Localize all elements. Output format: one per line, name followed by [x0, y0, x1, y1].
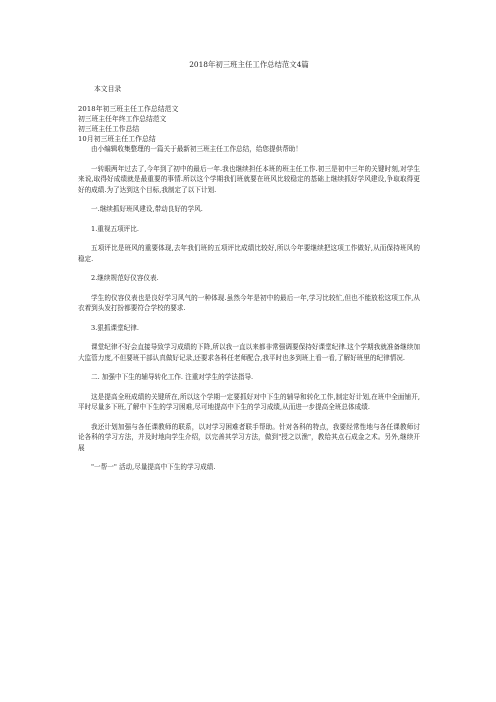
subsection-heading: 2.继续规范好仪容仪表.: [91, 274, 159, 282]
document-title: 2018年初三班主任工作总结范文4篇: [189, 60, 309, 69]
toc-item[interactable]: 2018年初三班主任工作总结范文: [78, 105, 179, 113]
section-heading: 二. 加强中下生的辅导转化工作. 注重对学生的学法指导.: [91, 373, 254, 381]
toc-item[interactable]: 10月初三班主任工作总结: [78, 135, 156, 143]
body-paragraph: 一转眼两年过去了,今年到了初中的最后一年.我也继续担任本班的班主任工作.初三是初中三年的关键时刻,对学生来说,取得好成绩就是最重要的事情.所以这个学期我们班就要在班风比较稳定的基础上继续抓好学风建设,争取取得更好的成绩.为了达到这个目标,我制定了以下计划.: [78, 164, 420, 194]
toc-heading: 本文目录: [94, 85, 122, 93]
toc-item[interactable]: 初三班主任工作总结: [78, 125, 140, 133]
body-paragraph: 学生的仪容仪表也是良好学习风气的一种体现.虽然今年是初中的最后一年,学习比较忙,但也不能放松这项工作,从衣着到头发打扮都要符合学校的要求.: [78, 293, 420, 312]
section-heading: 一.继续抓好班风建设,带动良好的学风.: [91, 205, 203, 213]
subsection-heading: 3.狠抓课堂纪律.: [91, 323, 139, 332]
table-of-contents: [78, 104, 420, 144]
subsection-heading: 1.重视五项评比.: [91, 224, 139, 233]
body-paragraph: 我还计划加强与各任课教师的联系，以对学习困难者联手帮助。针对各科的特点，我要经常性地与各任课教师讨论各科的学习方法，并及时地向学生介绍，以完善其学习方法，做到"授之以渔"，教给其点石成金之术。另外,继续开展: [78, 422, 420, 452]
intro-paragraph: 由小编辑收集整理的一篇关于最新初三班主任工作总结，给您提供帮助！: [91, 145, 302, 153]
body-paragraph: 五项评比是班风的重要体现,去年我们班的五项评比成绩比较好,所以今年要继续把这项工作做好,从而保持班风的稳定.: [78, 244, 420, 263]
toc-item[interactable]: 初三班主任年终工作总结范文: [78, 115, 167, 123]
body-paragraph: 这是提高全班成绩的关键所在,所以这个学期一定要抓好对中下生的辅导和转化工作,制定好计划,在班中全面铺开,平时尽量多下班,了解中下生的学习困难,尽可地提高中下生的学习成绩,从而进一步提高全班总体成绩.: [78, 392, 420, 411]
body-paragraph: 课堂纪律不好会直接导致学习成绩的下降,所以我一直以来都非常强调要保持好课堂纪律.这个学期我就准备继续加大监管力度,不但要班干部认真做好记录,还要求各科任老师配合,我平时也多到班上看一看,了解好班里的纪律情况.: [78, 343, 420, 362]
body-paragraph: "一帮一" 活动,尽量提高中下生的学习成绩.: [91, 463, 216, 471]
